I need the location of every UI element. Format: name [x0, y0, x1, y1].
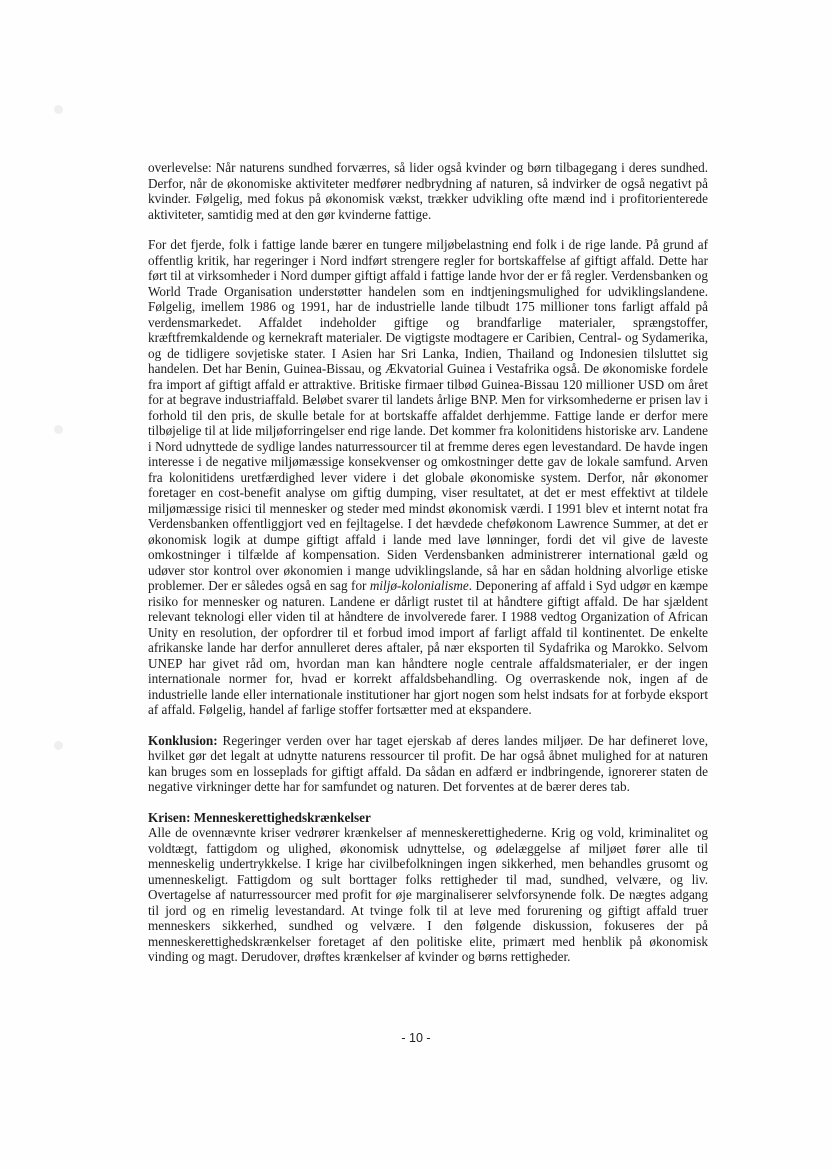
paragraph-text: For det fjerde, folk i fattige lande bærer en tungere miljøbelastning end folk i de rige lande. På grund af offentlig kritik, har regeringer i Nord indført strengere regler for bortskaffelse af giftigt affald. Dette har ført til at virksomheder i Nord dumper giftigt affald i fattige lande hvor der er få regler. Verdensbanken og World Trade Organisation understøtter handelen som en indtjeningsmulighed for udviklingslandene. Følgelig, imellem 1986 og 1991, har de industrielle lande tilbudt 175 millioner tons farligt affald på verdensmarkedet. Affaldet indeholder giftige og brandfarlige materialer, sprængstoffer, kræftfremkaldende og kernekraft materialer. De vigtigste modtagere er Caribien, Central- og Sydamerika, og de tidligere sovjetiske stater. I Asien har Sri Lanka, Indien, Thailand og Indonesien tilsluttet sig handelen. Det har Benin, Guinea-Bissau, og Ækvatorial Guinea i Vestafrika også. De økonomiske fordele fra import af giftigt affald er attraktive. Britiske firmaer tilbød Guinea-Bissau 120 millioner USD om året for at begrave industriaffald. Beløbet svarer til landets årlige BNP. Men for virksomhederne er prisen lav i forhold til den pris, de skulle betale for at bortskaffe affaldet derhjemme. Fattige lande er derfor mere tilbøjelige til at lide miljøforringelser end rige lande. Det kommer fra kolonitidens historiske arv. Landene i Nord udnyttede de sydlige landes naturressourcer til at fremme deres egen levestandard. De havde ingen interesse i de negative miljømæssige konsekvenser og omkostninger dette gav de lokale samfund. Arven fra kolonitidens uretfærdighed lever videre i det globale økonomiske system. Derfor, når økonomer foretager en cost-benefit analyse om giftig dumping, viser resultatet, at det er mest effektivt at tildele miljømæssige risici til mennesker og steder med mindst økonomisk værdi. I 1991 blev et internt notat fra Verdensbanken offentliggjort ved en fejltagelse. I det hævdede cheføkonom Lawrence Summer, at det er økonomisk logik at dumpe giftigt affald i lande med lave lønninger, fordi det vil give de laveste omkostninger i tilfælde af kompensation. Siden Verdensbanken administrerer international gæld og udøver stor kontrol over økonomien i mange udviklingslande, så har en sådan holdning alvorlige etiske problemer. Der er således også en sag for: [148, 237, 708, 593]
section-heading: Krisen: Menneskerettighedskrænkelser: [148, 809, 371, 825]
page-number: - 10 -: [401, 1031, 431, 1045]
paragraph: [148, 733, 708, 795]
paragraph: overlevelse: Når naturens sundhed forværres, så lider også kvinder og børn tilbagegang i deres sundhed. Derfor, når de økonomiske aktiviteter medfører nedbrydning af naturen, så indvirker de også negativt på kvinder. Følgelig, med fokus på økonomisk vækst, trækker udvikling ofte mænd ind i profitorienterede aktiviteter, samtidig med at den gør kvinderne fattige.: [148, 160, 708, 222]
conclusion-label: Konklusion:: [148, 732, 218, 748]
punch-hole-mark: [54, 105, 63, 114]
document-body: [148, 160, 708, 965]
punch-hole-mark: [54, 741, 63, 750]
paragraph-text: . Deponering af affald i Syd udgør en kæmpe risiko for mennesker og naturen. Landene er dårligt rustet til at håndtere giftigt affald. De har sjældent relevant teknologi eller viden til at håndtere de involverede farer. I 1988 vedtog Organization of African Unity en resolution, der opfordrer til et forbud imod import af farligt affald til kontinentet. De enkelte afrikanske lande har derfor annulleret deres aftaler, på nær eksporten til Sydafrika og Marokko. Selvom UNEP har givet råd om, hvordan man kan håndtere nogle centrale affaldsmaterialer, er der ingen internationale normer for, hvad er korrekt affaldsbehandling. Og overraskende nok, ingen af de industrielle lande eller internationale institutioner har gjort nogen som helst indsats for at forbyde eksport af affald. Følgelig, handel af farlige stoffer fortsætter med at ekspandere.: [148, 578, 708, 717]
paragraph: Alle de ovennævnte kriser vedrører krænkelser af menneskerettighederne. Krig og vold, kriminalitet og voldtægt, fattigdom og ulighed, økonomisk udnyttelse, og ødelæggelse af miljøet fører alle til menneskelig undertrykkelse. I krige har civilbefolkningen ingen sikkerhed, men behandles grusomt og umenneskeligt. Fattigdom og sult borttager folks rettigheder til mad, sundhed, velvære, og liv. Overtagelse af naturressourcer med profit for øje marginaliserer selvforsynende folk. De nægtes adgang til jord og en rimelig levestandard. At tvinge folk til at leve med forurening og giftigt affald truer menneskers sikkerhed, sundhed og velvære. I den følgende diskussion, fokuseres der på menneskerettighedskrænkelser foretaget af den politiske elite, primært med henblik på økonomisk vinding og magt. Derudover, drøftes krænkelser af kvinder og børns rettigheder.: [148, 825, 708, 964]
paragraph: [148, 237, 708, 718]
italic-term: miljø-kolonialisme: [369, 578, 469, 593]
paragraph-text: Regeringer verden over har taget ejerskab af deres landes miljøer. De har defineret love, hvilket gør det legalt at udnytte naturens ressourcer til profit. De har også åbnet mulighed for at naturen kan bruges som en losseplads for giftigt affald. Da sådan en adfærd er indbringende, ignorerer staten de negative virkninger dette har for samfundet og naturen. Det forventes at de bærer deres tab.: [148, 732, 708, 794]
punch-hole-mark: [54, 425, 63, 434]
